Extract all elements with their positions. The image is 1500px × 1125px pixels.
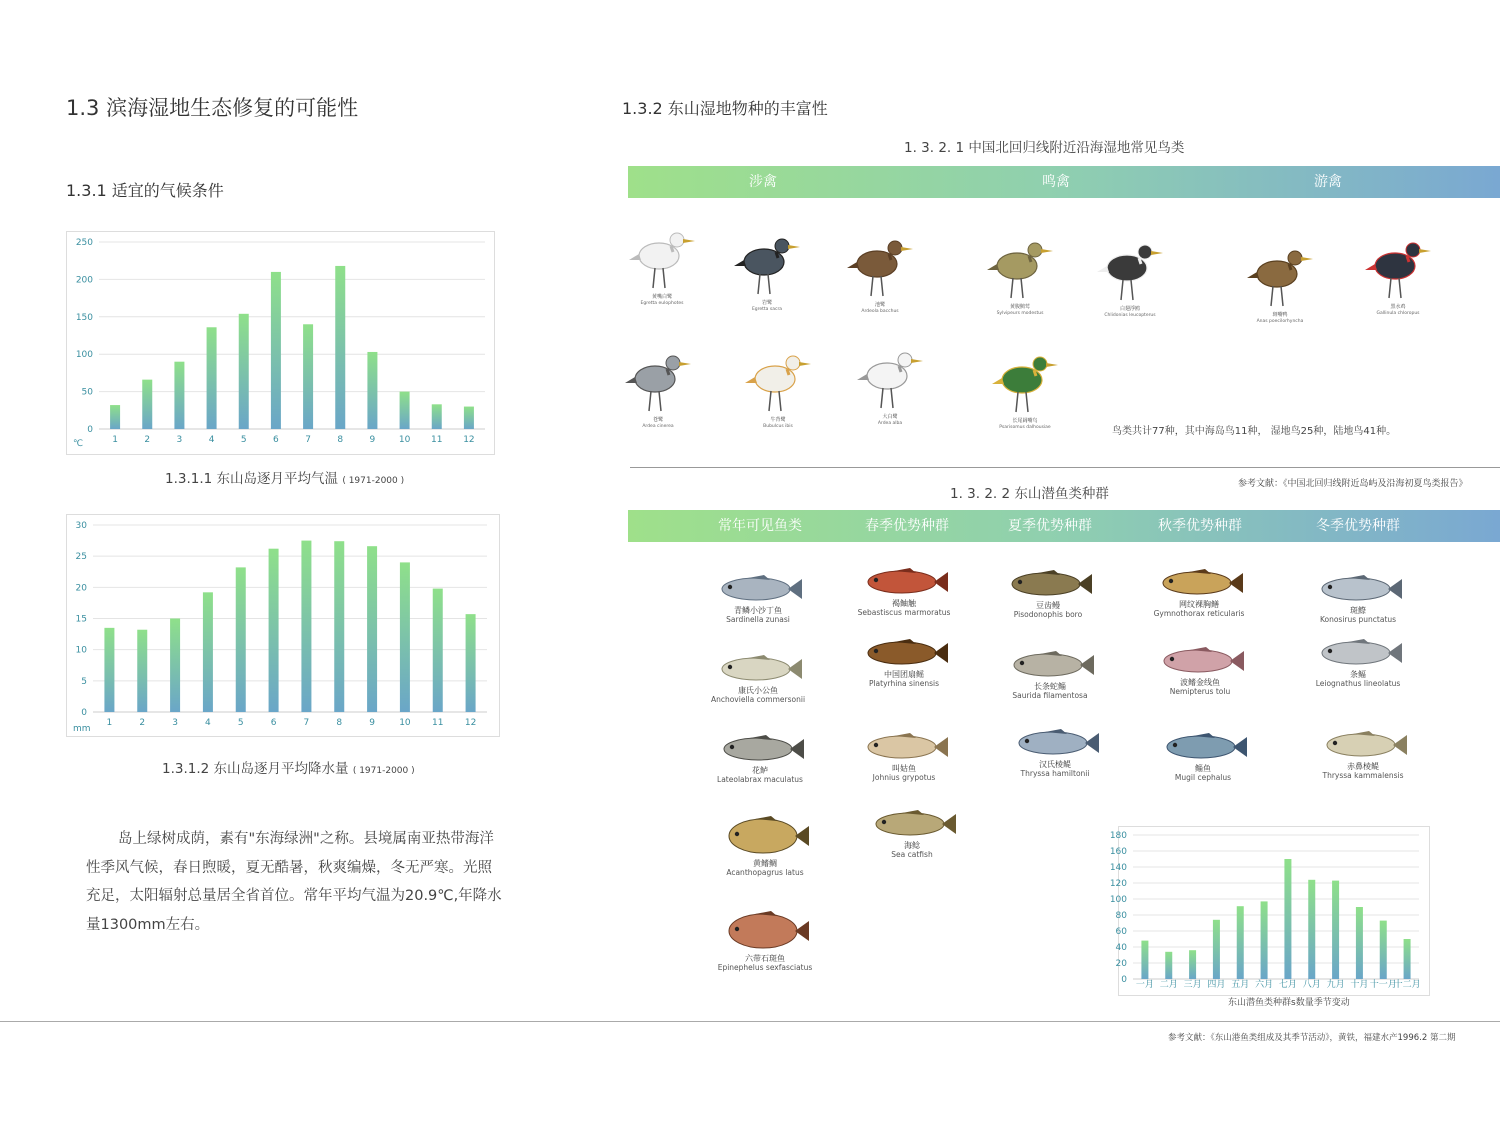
bar	[1308, 880, 1315, 979]
bird-card	[617, 222, 707, 307]
fish-icon	[858, 636, 950, 670]
x-tick-label: 3	[172, 718, 178, 728]
x-tick-label: 11	[432, 718, 444, 728]
bird-name-latin: Egretta sacra	[751, 307, 783, 312]
fish-name-cn: 长条蛇鲻	[1034, 682, 1066, 691]
fish-name-cn: 褐鲉触	[892, 599, 916, 608]
bar	[466, 614, 476, 712]
fish-card	[844, 636, 964, 688]
x-tick-label: 12	[464, 718, 477, 728]
fish-name-latin: Anchoviella commersonii	[710, 695, 806, 704]
y-tick-label: 150	[75, 312, 93, 323]
fish-group-autumn: 秋季优势种群	[1158, 518, 1242, 534]
fish-icon	[1002, 567, 1094, 601]
bar	[1213, 920, 1220, 979]
y-axis-unit: ℃	[73, 439, 84, 449]
fish-chart-box	[1109, 826, 1430, 996]
fish-name-cn: 六带石斑鱼	[745, 954, 785, 963]
fish-name-latin: Sebastiscus marmoratus	[857, 608, 951, 617]
temperature-chart-box	[66, 231, 495, 455]
y-tick-label: 100	[75, 350, 93, 361]
y-tick-label: 30	[75, 521, 87, 531]
bird-name-latin: Egretta eulophotes	[640, 301, 684, 306]
y-tick-label: 20	[75, 583, 87, 594]
fish-group-band	[628, 510, 1500, 542]
x-tick-label: 十一月	[1369, 980, 1397, 990]
fish-card	[705, 908, 825, 972]
bird-icon	[845, 230, 915, 302]
x-tick-label: 6	[273, 435, 279, 445]
x-tick-label: 2	[139, 718, 146, 728]
fish-name-cn: 波鳍金线鱼	[1180, 678, 1220, 687]
bird-card	[980, 346, 1070, 431]
x-tick-label: 五月	[1231, 980, 1250, 990]
x-tick-label: 4	[208, 435, 215, 445]
bar	[170, 619, 180, 713]
fish-name-cn: 赤鼻棱鳀	[1347, 762, 1379, 771]
bird-name-latin: Ardea alba	[877, 421, 903, 426]
bird-group-band	[628, 166, 1500, 198]
bar	[367, 352, 377, 429]
bar	[137, 630, 147, 712]
bar	[433, 589, 443, 712]
x-tick-label: 5	[240, 435, 247, 445]
fish-card	[852, 807, 972, 859]
bird-name-latin: Chlidonias leucopterus	[1104, 313, 1156, 318]
bar	[236, 567, 246, 712]
section-title-climate: 1.3.1 适宜的气候条件	[66, 181, 224, 200]
bird-name-latin: Anas poecilorhyncha	[1256, 319, 1304, 324]
x-tick-label: 3	[176, 435, 183, 445]
fish-name-latin: Sea catfish	[891, 850, 933, 859]
fish-card	[1140, 644, 1260, 696]
bird-name-cn: 大白鹭	[882, 414, 898, 420]
y-tick-label: 50	[81, 387, 93, 398]
fish-name-latin: Leiognathus lineolatus	[1315, 679, 1401, 688]
bar	[1380, 921, 1387, 979]
fish-name-latin: Saurida filamentosa	[1012, 691, 1088, 700]
bird-group-song: 鸣禽	[1042, 174, 1070, 190]
fish-icon	[858, 565, 950, 599]
y-tick-label: 25	[75, 552, 87, 563]
fish-icon	[1317, 728, 1409, 762]
x-tick-label: 8	[337, 435, 344, 445]
y-tick-label: 40	[1115, 943, 1127, 953]
x-tick-label: 1	[112, 435, 118, 445]
bird-card	[835, 230, 925, 315]
bar	[1404, 939, 1411, 979]
fish-name-cn: 中国团扇鳐	[884, 670, 924, 679]
x-tick-label: 1	[106, 718, 113, 728]
fish-season-chart	[1109, 827, 1429, 995]
fish-icon	[1157, 730, 1249, 764]
x-tick-label: 十月	[1350, 980, 1369, 990]
bar	[334, 541, 344, 712]
y-tick-label: 15	[75, 614, 87, 625]
bird-name-cn: 池鹭	[874, 302, 885, 308]
fish-name-cn: 条鲾	[1350, 670, 1366, 679]
bird-icon	[1245, 240, 1315, 312]
x-tick-label: 一月	[1135, 980, 1154, 990]
bird-name-cn: 黄嘴白鹭	[651, 294, 672, 300]
bird-icon	[855, 342, 925, 414]
bird-name-cn: 黄腹鹪莺	[1009, 304, 1030, 310]
y-tick-label: 60	[1115, 927, 1127, 937]
bird-name-cn: 岩鹭	[761, 300, 772, 306]
bird-name-cn: 白翅浮鸥	[1119, 306, 1140, 312]
bird-name-cn: 牛背鹭	[770, 417, 786, 423]
x-tick-label: 7	[305, 435, 311, 445]
x-tick-label: 7	[303, 718, 310, 728]
bar	[432, 404, 442, 429]
bird-icon	[1363, 232, 1433, 304]
bar	[110, 405, 120, 429]
bird-card	[975, 232, 1065, 317]
fish-name-cn: 康氏小公鱼	[738, 686, 778, 695]
fish-card	[1303, 728, 1423, 780]
bar	[269, 549, 279, 712]
fish-name-latin: Platyrhina sinensis	[868, 679, 940, 688]
fish-name-latin: Nemipterus tolu	[1169, 687, 1231, 696]
x-tick-label: 9	[369, 718, 375, 728]
fish-group-year-round: 常年可见鱼类	[718, 518, 802, 534]
fish-icon	[712, 572, 804, 606]
temperature-caption: 1.3.1.1 东山岛逐月平均气温 ( 1971-2000 )	[165, 471, 405, 487]
bar	[1332, 881, 1339, 979]
fish-card	[705, 813, 825, 877]
y-tick-label: 140	[1109, 863, 1127, 873]
page-title: 1.3 滨海湿地生态修复的可能性	[66, 96, 359, 120]
x-tick-label: 三月	[1183, 980, 1202, 990]
footer-reference: 参考文献：《东山港鱼类组成及其季节活动》，黄铁，福建水产1996.2 第二期	[1168, 1033, 1456, 1043]
bird-card	[613, 345, 703, 430]
fish-icon	[719, 813, 811, 859]
fish-card	[1143, 730, 1263, 782]
fish-card	[844, 565, 964, 617]
x-tick-label: 七月	[1278, 980, 1297, 990]
fish-name-cn: 汉氏棱鳀	[1039, 760, 1071, 769]
rainfall-chart-box	[66, 514, 500, 737]
y-axis-unit: mm	[73, 724, 91, 734]
bird-icon	[985, 232, 1055, 304]
bar	[104, 628, 114, 712]
x-tick-label: 四月	[1207, 980, 1226, 990]
y-tick-label: 20	[1115, 959, 1127, 969]
y-tick-label: 180	[1109, 831, 1127, 841]
fish-card	[1298, 636, 1418, 688]
fish-name-latin: Epinephelus sexfasciatus	[717, 963, 813, 972]
fish-card	[990, 648, 1110, 700]
y-tick-label: 5	[81, 676, 87, 687]
fish-name-cn: 叫姑鱼	[892, 764, 916, 773]
y-tick-label: 100	[1109, 895, 1127, 905]
y-tick-label: 10	[75, 645, 87, 656]
bar	[271, 272, 281, 429]
bird-card	[1235, 240, 1325, 325]
x-tick-label: 2	[144, 435, 151, 445]
bar	[239, 314, 249, 429]
fish-group-spring: 春季优势种群	[865, 518, 949, 534]
y-tick-label: 160	[1109, 847, 1127, 857]
x-tick-label: 二月	[1159, 980, 1178, 990]
fish-name-cn: 豆齿鳗	[1036, 601, 1060, 610]
footer-divider	[0, 1021, 1500, 1022]
fish-group-winter: 冬季优势种群	[1316, 518, 1400, 534]
fish-card	[1139, 566, 1259, 618]
bird-name-cn: 斑嘴鸭	[1272, 312, 1288, 318]
fish-name-latin: Pisodonophis boro	[1013, 610, 1083, 619]
section-title-species: 1.3.2 东山湿地物种的丰富性	[622, 99, 828, 118]
fish-name-cn: 青鳞小沙丁鱼	[734, 606, 782, 615]
fish-icon	[1312, 572, 1404, 606]
bird-name-latin: Bubulcus ibis	[763, 424, 793, 429]
bird-icon	[743, 345, 813, 417]
rainfall-chart	[67, 515, 499, 736]
bird-icon	[990, 346, 1060, 418]
fish-card	[698, 652, 818, 704]
fish-card	[1298, 572, 1418, 624]
fish-card	[988, 567, 1108, 619]
x-tick-label: 9	[369, 435, 376, 445]
x-tick-label: 8	[336, 718, 343, 728]
fish-icon	[1154, 644, 1246, 678]
x-tick-label: 九月	[1326, 980, 1345, 990]
x-tick-label: 6	[270, 718, 277, 728]
temperature-chart	[67, 232, 494, 454]
bar	[464, 407, 474, 429]
bar	[400, 562, 410, 712]
x-tick-label: 5	[237, 718, 244, 728]
fish-card	[995, 726, 1115, 778]
bird-icon	[732, 228, 802, 300]
fish-icon	[1153, 566, 1245, 600]
bar	[174, 362, 184, 429]
y-tick-label: 80	[1115, 911, 1127, 921]
bar	[1284, 859, 1291, 979]
fish-icon	[1004, 648, 1096, 682]
fish-name-latin: Lateolabrax maculatus	[717, 775, 803, 784]
fish-name-cn: 黄鳍鲷	[753, 859, 777, 868]
bird-card	[733, 345, 823, 430]
bird-icon	[623, 345, 693, 417]
bar	[303, 324, 313, 429]
fish-icon	[719, 908, 811, 954]
bar	[1356, 907, 1363, 979]
fish-icon	[712, 652, 804, 686]
fish-icon	[866, 807, 958, 841]
fish-name-latin: Mugil cephalus	[1174, 773, 1232, 782]
bar	[400, 392, 410, 429]
x-tick-label: 10	[399, 718, 411, 728]
fish-card	[844, 730, 964, 782]
fish-name-cn: 鲻鱼	[1195, 764, 1211, 773]
rainfall-caption: 1.3.1.2 东山岛逐月平均降水量 ( 1971-2000 )	[162, 761, 415, 777]
x-tick-label: 12	[463, 435, 475, 445]
bar	[1141, 941, 1148, 979]
x-tick-label: 八月	[1302, 980, 1321, 990]
fish-name-latin: Thryssa kammalensis	[1322, 771, 1404, 780]
fish-card	[700, 732, 820, 784]
fish-name-latin: Acanthopagrus latus	[726, 868, 804, 877]
x-tick-label: 六月	[1255, 980, 1274, 990]
fish-icon	[1009, 726, 1101, 760]
y-tick-label: 250	[75, 238, 93, 248]
fish-name-cn: 海鲶	[904, 841, 920, 850]
bird-card	[845, 342, 935, 427]
fish-name-cn: 斑鰶	[1350, 606, 1366, 615]
y-tick-label: 120	[1109, 879, 1127, 889]
bird-name-cn: 苍鹭	[652, 417, 663, 423]
divider-birds	[630, 467, 1500, 468]
x-tick-label: 4	[205, 718, 211, 728]
bar	[1165, 952, 1172, 979]
fish-name-latin: Sardinella zunasi	[726, 615, 790, 624]
bird-name-latin: Psarisomus dalhousiae	[999, 425, 1051, 430]
x-tick-label: 十二月	[1393, 980, 1421, 990]
bird-icon	[1095, 234, 1165, 306]
climate-paragraph: 岛上绿树成荫，素有"东海绿洲"之称。县境属南亚热带海洋性季风气候，春日煦暖，夏无酷暑，秋爽编燥，冬无严寒。光照充足，太阳辐射总量居全省首位。常年平均气温为20.9℃,年降水量1300mm左右。	[86, 831, 502, 933]
birds-title: 1. 3. 2. 1 中国北回归线附近沿海湿地常见鸟类	[904, 140, 1185, 156]
fish-icon	[858, 730, 950, 764]
bird-card	[722, 228, 812, 313]
bird-name-cn: 黑水鸡	[1390, 304, 1406, 310]
fish-name-cn: 花鲈	[752, 766, 768, 775]
fish-card	[698, 572, 818, 624]
bar	[1237, 906, 1244, 979]
bar	[203, 592, 213, 712]
bar	[1261, 901, 1268, 979]
fish-name-latin: Gymnothorax reticularis	[1153, 609, 1245, 618]
y-tick-label: 0	[87, 425, 93, 435]
bird-card	[1085, 234, 1175, 319]
fish-chart-caption: 东山潜鱼类种群s数量季节变动	[1228, 998, 1350, 1008]
bar	[367, 546, 377, 712]
fish-group-summer: 夏季优势种群	[1008, 518, 1092, 534]
x-tick-label: 10	[398, 435, 411, 445]
fish-title: 1. 3. 2. 2 东山潜鱼类种群	[950, 486, 1109, 502]
bird-name-latin: Gallinula chloropus	[1376, 311, 1420, 316]
bar	[1189, 950, 1196, 979]
fish-icon	[714, 732, 806, 766]
x-tick-label: 11	[431, 435, 443, 445]
bird-group-swimming: 游禽	[1314, 174, 1342, 190]
bird-card	[1353, 232, 1443, 317]
birds-note: 鸟类共计77种，其中海岛鸟11种， 湿地鸟25种，陆地鸟41种。	[1112, 426, 1397, 437]
bird-icon	[627, 222, 697, 294]
bar	[207, 327, 217, 429]
y-tick-label: 200	[75, 275, 93, 286]
bird-name-latin: Sylvipeurs modestus	[996, 311, 1044, 316]
bar	[142, 380, 152, 429]
bar	[335, 266, 345, 429]
bird-name-cn: 长尾阔嘴鸟	[1012, 418, 1038, 424]
fish-icon	[1312, 636, 1404, 670]
fish-name-latin: Konosirus punctatus	[1319, 615, 1397, 624]
bird-name-latin: Ardea cinerea	[642, 424, 674, 429]
y-tick-label: 0	[81, 708, 87, 718]
bird-name-latin: Ardeola bacchus	[861, 309, 899, 314]
bar	[301, 541, 311, 712]
birds-reference: 参考文献：《中国北回归线附近岛屿及沿海初夏鸟类报告》	[1238, 479, 1468, 489]
y-tick-label: 0	[1121, 975, 1127, 985]
bird-group-wading: 涉禽	[749, 174, 777, 190]
fish-name-cn: 网纹裸胸鳝	[1179, 600, 1219, 609]
fish-name-latin: Thryssa hamiltonii	[1020, 769, 1090, 778]
fish-name-latin: Johnius grypotus	[872, 773, 936, 782]
